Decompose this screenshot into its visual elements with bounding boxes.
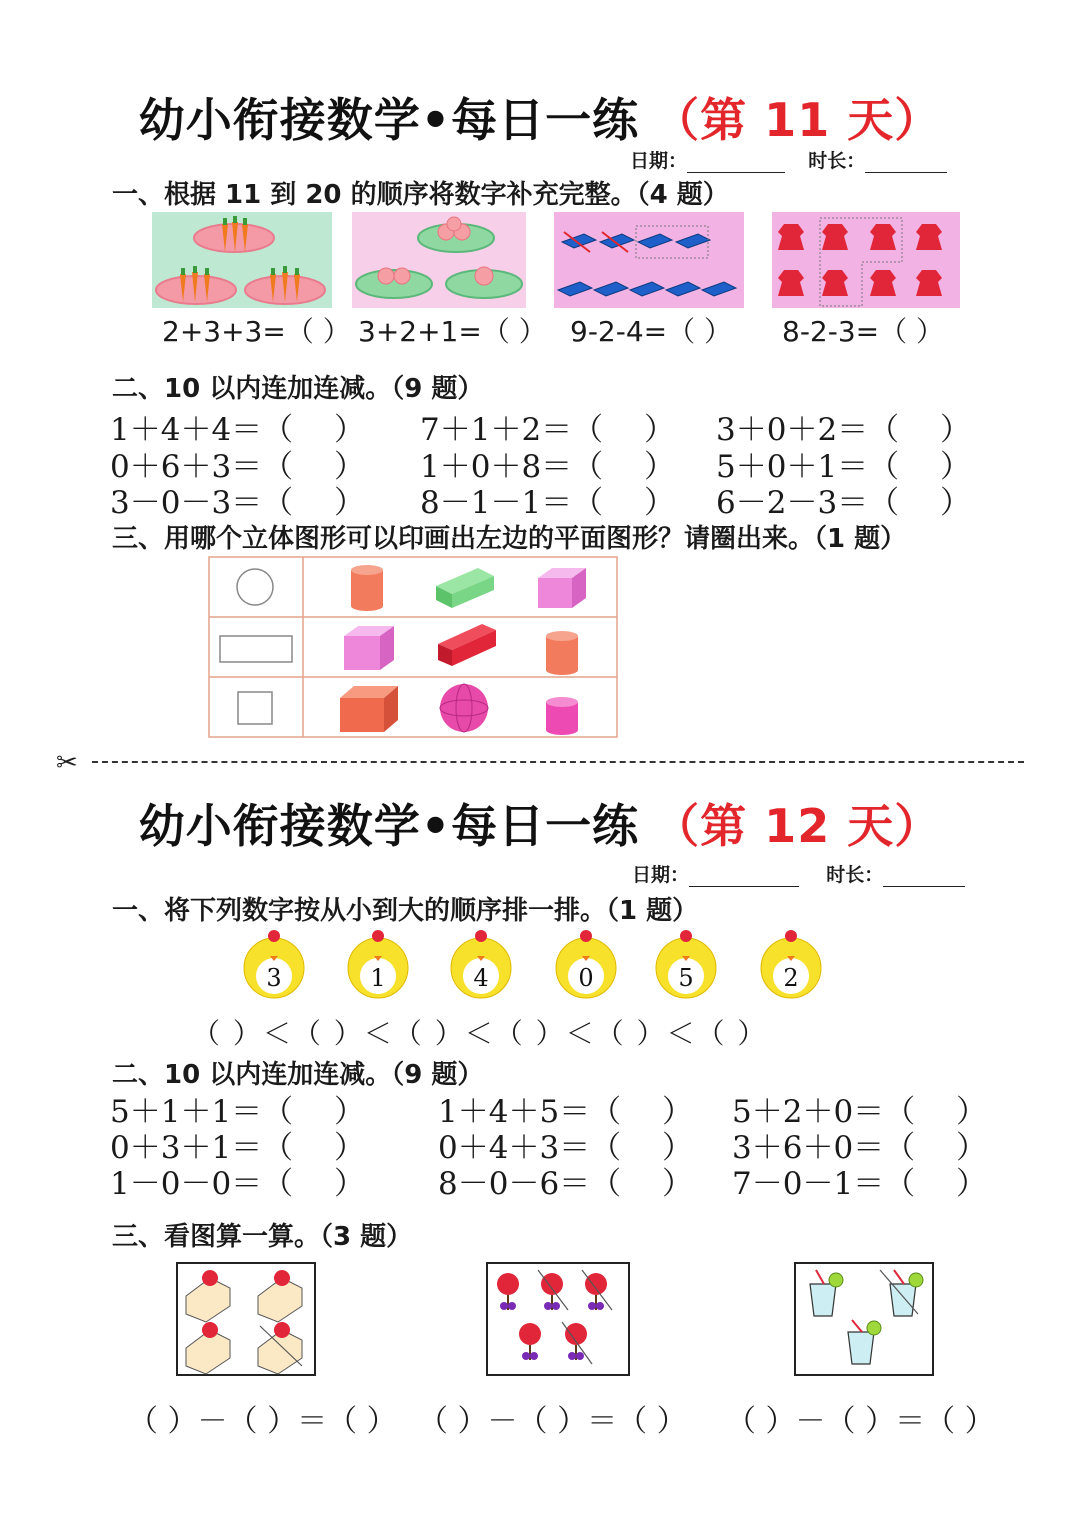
equation: 3＋6＋0＝（ ） [732,1130,988,1166]
chick-number-text: 3 [266,964,282,992]
equation: 0＋4＋3＝（ ） [438,1130,694,1166]
equation: 6－2－3＝（ ） [716,485,972,521]
section-heading: 一、将下列数字按从小到大的顺序排一排。（1 题） [112,896,699,926]
page-title-day12 [0,790,1080,856]
section-heading: 二、10 以内连加连减。（9 题） [112,1060,484,1090]
equation: 5＋0＋1＝（ ） [716,449,972,485]
equation-2: 3+2+1=（ ） [358,315,547,348]
cylinder-shape[interactable] [351,565,383,611]
book-panel [554,212,744,308]
picture-panels-day11 [152,212,962,312]
scissors-icon: ✂ [56,748,78,778]
cuboid-shape[interactable] [538,568,586,608]
equation-4: 8-2-3=（ ） [782,315,945,348]
cut-line [92,761,1024,763]
cylinder-shape[interactable] [546,631,578,675]
date-label: 日期： [632,864,690,886]
equation: 0＋6＋3＝（ ） [110,449,366,485]
chick-number-text: 4 [473,964,489,992]
chick-number-2 [451,930,511,998]
answer-blanks: （ ）－（ ）＝（ ） [128,1404,397,1439]
equation: 5＋2＋0＝（ ） [732,1094,988,1130]
equation: 8－1－1＝（ ） [420,485,676,521]
page-title-day11 [0,84,1080,150]
compare-blanks: （ ）＜（ ）＜（ ）＜（ ）＜（ ）＜（ ） [192,1017,768,1050]
equation: 7－0－1＝（ ） [732,1166,988,1202]
date-label: 日期： [630,150,688,172]
drink-box [795,1263,933,1375]
picture-boxes-day12 [176,1262,938,1378]
peach-panel [352,212,526,308]
title-main: 幼小衔接数学•每日一练 [138,93,640,147]
title-main: 幼小衔接数学•每日一练 [138,799,640,853]
lollipop-box [487,1263,629,1375]
equation: 7＋1＋2＝（ ） [420,412,676,448]
duration-label: 时长： [808,150,866,172]
date-blank[interactable] [687,152,785,173]
shape-table [208,556,620,740]
chick-number-text: 0 [578,964,594,992]
chick-number-text: 1 [370,964,386,992]
title-day: （第 12 天） [653,799,942,853]
date-duration-day12 [632,860,965,887]
equation-3: 9-2-4=（ ） [570,315,733,348]
cuboid-shape[interactable] [340,686,398,732]
dress-panel [772,212,960,308]
chick-number-3 [556,930,616,998]
section-heading: 三、看图算一算。（3 题） [112,1222,413,1252]
equation: 1＋0＋8＝（ ） [420,449,676,485]
cylinder-shape[interactable] [546,697,578,735]
equation: 3－0－3＝（ ） [110,485,366,521]
chick-row [236,928,836,1004]
equation: 5＋1＋1＝（ ） [110,1094,366,1130]
date-blank[interactable] [689,866,799,887]
answer-blanks: （ ）－（ ）＝（ ） [726,1404,995,1439]
chick-number-0 [244,930,304,998]
chick-number-1 [348,930,408,998]
equation: 8－0－6＝（ ） [438,1166,694,1202]
answer-blanks: （ ）－（ ）＝（ ） [418,1404,687,1439]
equation: 1＋4＋5＝（ ） [438,1094,694,1130]
cube-shape[interactable] [344,626,394,670]
duration-label: 时长： [826,864,884,886]
equation: 1＋4＋4＝（ ） [110,412,366,448]
chick-number-5 [761,930,821,998]
duration-blank[interactable] [865,152,947,173]
equation-1: 2+3+3=（ ） [162,315,351,348]
equation: 1－0－0＝（ ） [110,1166,366,1202]
title-day: （第 11 天） [653,93,942,147]
sphere-shape[interactable] [440,684,488,732]
section-heading: 二、10 以内连加连减。（9 题） [112,374,484,404]
duration-blank[interactable] [883,866,965,887]
section-heading: 一、根据 11 到 20 的顺序将数字补充完整。（4 题） [112,180,729,210]
cake-box [177,1263,315,1375]
chick-number-4 [656,930,716,998]
chick-number-text: 5 [678,964,694,992]
equation: 3＋0＋2＝（ ） [716,412,972,448]
section-heading: 三、用哪个立体图形可以印画出左边的平面图形？请圈出来。（1 题） [112,524,907,554]
chick-number-text: 2 [783,964,799,992]
equation: 0＋3＋1＝（ ） [110,1130,366,1166]
date-duration-day11 [630,146,947,173]
carrot-panel [152,212,332,308]
